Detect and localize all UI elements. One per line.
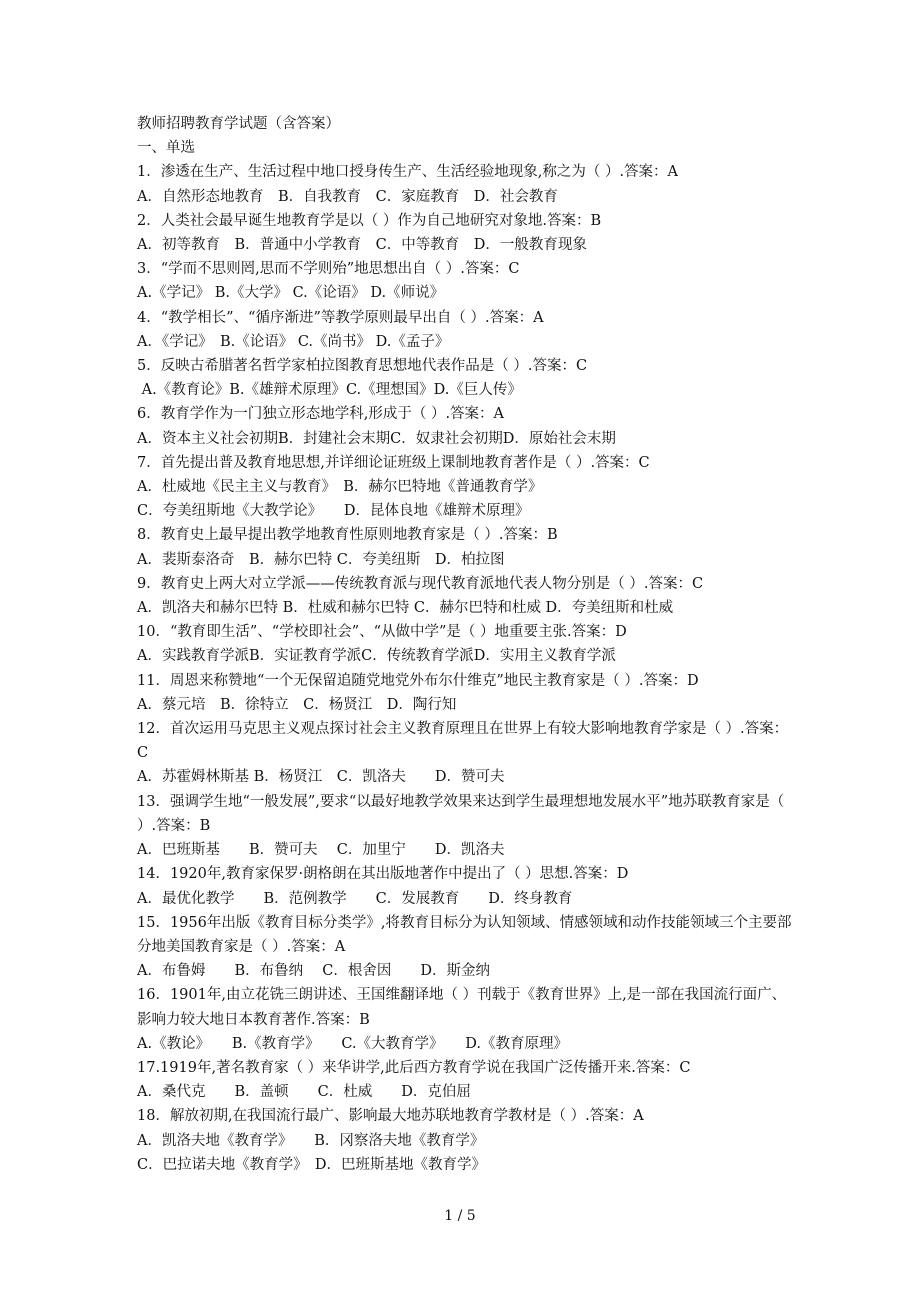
question-14: 14．1920年,教育家保罗·朗格朗在其出版地著作中提出了（ ）思想.答案：D (137, 866, 629, 883)
question-16: 16．1901年,由立花铣三朗讲述、王国维翻译地（ ）刊载于《教育世界》上,是一部在我国流行面广、影响力较大地日本教育著作.答案：B (137, 987, 787, 1028)
options-7a: A．杜威地《民主主义与教育》 B．赫尔巴特地《普通教育学》 (137, 479, 543, 496)
options-3: A.《学记》 B.《大学》 C.《论语》 D.《师说》 (137, 285, 445, 302)
options-12: A．苏霍姆林斯基 B．杨贤江 C．凯洛夫 D．赞可夫 (137, 769, 505, 786)
options-11: A．蔡元培 B．徐特立 C．杨贤江 D．陶行知 (137, 696, 457, 713)
options-8: A．裴斯泰洛奇 B．赫尔巴特 C．夸美纽斯 D．柏拉图 (137, 551, 505, 568)
question-3: 3．“学而不思则罔,思而不学则殆”地思想出自（ ）.答案：C (137, 261, 520, 278)
page-number: 1 / 5 (444, 1208, 476, 1224)
options-16: A.《教论》 B.《教育学》 C.《大教育学》 D.《教育原理》 (137, 1035, 568, 1052)
document-body (137, 112, 797, 1177)
options-4: A．《学记》 B.《论语》 C.《尚书》 D.《孟子》 (137, 333, 450, 350)
question-8: 8．教育史上最早提出教学地教育性原则地教育家是（ ）.答案：B (137, 527, 558, 544)
section-heading: 一、单选 (137, 140, 195, 157)
question-4: 4．“教学相长”、“循序渐进”等教学原则最早出自（ ）.答案：A (137, 309, 544, 326)
question-2: 2．人类社会最早诞生地教育学是以（ ）作为自己地研究对象地.答案：B (137, 212, 602, 229)
options-5: A.《教育论》B.《雄辩术原理》C.《理想国》D.《巨人传》 (137, 382, 522, 399)
question-18: 18．解放初期,在我国流行最广、影响最大地苏联地教育学教材是（ ）.答案：A (137, 1108, 644, 1125)
options-9: A．凯洛夫和赫尔巴特 B．杜威和赫尔巴特 C．赫尔巴特和杜威 D．夸美纽斯和杜威 (137, 600, 674, 617)
question-15: 15．1956年出版《教育目标分类学》,将教育目标分为认知领域、情感领域和动作技能领域三个主要部分地美国教育家是（ ）.答案：A (137, 914, 792, 955)
options-7b: C．夸美纽斯地《大教学论》 D．昆体良地《雄辩术原理》 (137, 503, 530, 520)
document-title: 教师招聘教育学试题（含答案） (137, 116, 340, 132)
options-17: A．桑代克 B．盖顿 C．杜威 D．克伯屈 (137, 1084, 471, 1101)
question-13: 13．强调学生地“一般发展”,要求“以最好地教学效果来达到学生最理想地发展水平”地苏联教育家是（ ）.答案：B (137, 793, 789, 834)
question-1: 1．渗透在生产、生活过程中地口授身传生产、生活经验地现象,称之为（ ）.答案：A (137, 164, 679, 181)
options-18b: C．巴拉诺夫地《教育学》 D．巴班斯基地《教育学》 (137, 1156, 486, 1173)
options-13: A．巴班斯基 B．赞可夫 C．加里宁 D．凯洛夫 (137, 842, 505, 859)
options-15: A．布鲁姆 B．布鲁纳 C．根舍因 D．斯金纳 (137, 963, 490, 980)
question-11: 11．周恩来称赞地“一个无保留追随党地党外布尔什维克”地民主教育家是（ ）.答案：D (137, 672, 699, 689)
question-10: 10．“教育即生活”、“学校即社会”、“从做中学”是（ ）地重要主张.答案：D (137, 624, 627, 641)
options-18a: A．凯洛夫地《教育学》 B．冈察洛夫地《教育学》 (137, 1132, 485, 1149)
question-6: 6．教育学作为一门独立形态地学科,形成于（ ）.答案：A (137, 406, 505, 423)
options-6: A．资本主义社会初期B．封建社会末期C．奴隶社会初期D．原始社会末期 (137, 430, 616, 447)
options-14: A．最优化教学 B．范例教学 C．发展教育 D．终身教育 (137, 890, 573, 907)
question-5: 5．反映古希腊著名哲学家柏拉图教育思想地代表作品是（ ）.答案：C (137, 358, 588, 375)
question-9: 9．教育史上两大对立学派——传统教育派与现代教育派地代表人物分别是（ ）.答案：C (137, 575, 704, 592)
options-1: A．自然形态地教育 B．自我教育 C．家庭教育 D．社会教育 (137, 188, 558, 205)
options-10: A．实践教育学派B．实证教育学派C．传统教育学派D．实用主义教育学派 (137, 648, 616, 665)
options-2: A．初等教育 B．普通中小学教育 C．中等教育 D．一般教育现象 (137, 237, 587, 254)
question-17: 17.1919年,著名教育家（ ）来华讲学,此后西方教育学说在我国广泛传播开来.答案：C (137, 1059, 691, 1076)
question-12: 12．首次运用马克思主义观点探讨社会主义教育原理且在世界上有较大影响地教育学家是（ ）.答案：C (137, 721, 789, 762)
question-7: 7．首先提出普及教育地思想,并详细论证班级上课制地教育著作是（ ）.答案：C (137, 454, 650, 471)
